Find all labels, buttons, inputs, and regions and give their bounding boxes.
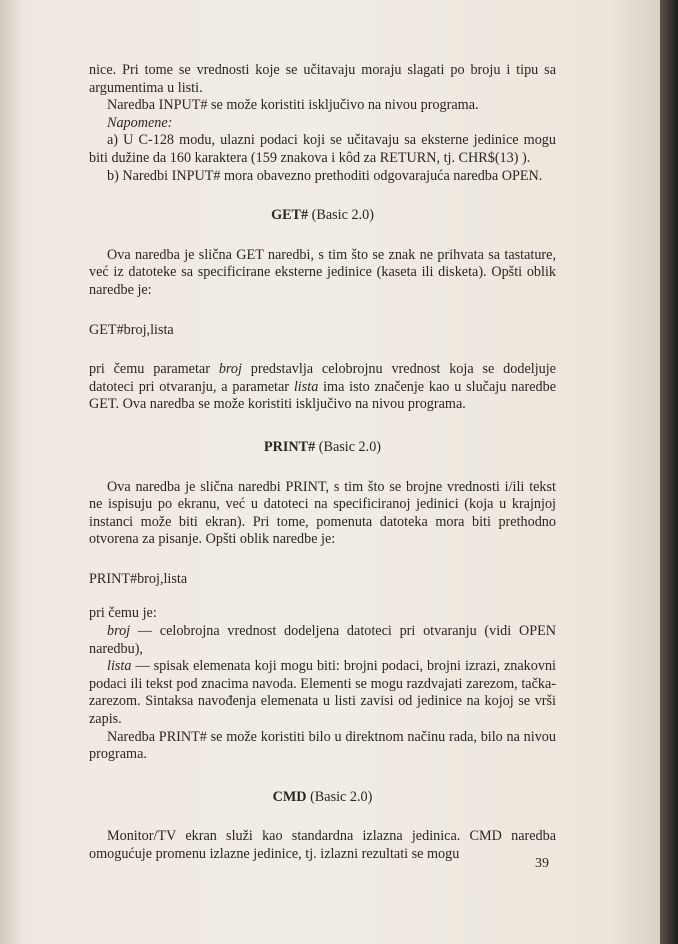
paragraph-input-usage: Naredba INPUT# se može koristiti isključivo na nivou programa. <box>107 97 479 114</box>
param-lista: lista — spisak elemenata koji mogu biti: brojni podaci, brojni izrazi, znakovni podaci ili tekst pod znacima navoda. Elementi se mogu razdvajati zarezom, tačka-zarezom. Sintaksa navođenja elemenata u listi zavisi od jedinice na kojoj se vrši zapis. <box>89 658 556 728</box>
code-print-syntax: PRINT#broj,lista <box>89 570 188 587</box>
page-text <box>89 62 556 864</box>
paragraph-get-description: Ova naredba je slična GET naredbi, s tim što se znak ne prihvata sa tastature, već iz datoteke sa specificirane eksterne jedinice (kaseta ili disketa). Opšti oblik naredbe je: <box>89 246 556 298</box>
paragraph-print-usage: Naredba PRINT# se može koristiti bilo u direktnom načinu rada, bilo na nivou programa. <box>89 728 556 763</box>
paragraph-get-params: pri čemu parametar broj predstavlja celobrojnu vrednost koja se dodeljuje datoteci pri otvaranju, a parametar lista ima isto značenje kao u slučaju naredbe GET. Ova naredba se može koristiti isključivo na nivou programa. <box>89 361 556 413</box>
note-a: a) U C-128 modu, ulazni podaci koji se učitavaju sa eksterne jedinice mogu biti dužine da 160 karaktera (159 znakova i kôd za RETURN, tj. CHR$(13) ). <box>89 132 556 166</box>
section-heading-get: GET# (Basic 2.0) <box>271 207 374 224</box>
page-spine-shadow <box>0 0 20 944</box>
paragraph-print-description: Ova naredba je slična naredbi PRINT, s tim što se brojne vrednosti i/ili tekst ne ispisuju po ekranu, već u datoteci na specificiranoj jedinici (koja u krajnjoj instanci može biti ekran). Pri tome, pomenuta datoteka mora biti prethodno otvorena za pisanje. Opšti oblik naredbe je: <box>89 478 556 548</box>
paragraph-cmd-description: Monitor/TV ekran služi kao standardna izlazna jedinica. CMD naredba omogućuje promenu izlazne jedinice, tj. izlazni rezultati se mogu <box>89 828 556 862</box>
book-edge <box>660 0 678 944</box>
page-number: 39 <box>535 856 549 871</box>
paragraph-print-where: pri čemu je: <box>89 605 157 622</box>
paragraph-intro: nice. Pri tome se vrednosti koje se učitavaju moraju slagati po broju i tipu sa argumentima u listi. <box>89 62 556 96</box>
code-get-syntax: GET#broj,lista <box>89 321 174 338</box>
notes-heading: Napomene: <box>107 114 173 131</box>
param-broj: broj — celobrojna vrednost dodeljena datoteci pri otvaranju (vidi OPEN naredbu), <box>89 623 556 657</box>
section-heading-print: PRINT# (Basic 2.0) <box>263 438 382 455</box>
note-b: b) Naredbi INPUT# mora obavezno prethoditi odgovarajuća naredba OPEN. <box>107 167 543 184</box>
section-heading-cmd: CMD (Basic 2.0) <box>272 788 373 805</box>
